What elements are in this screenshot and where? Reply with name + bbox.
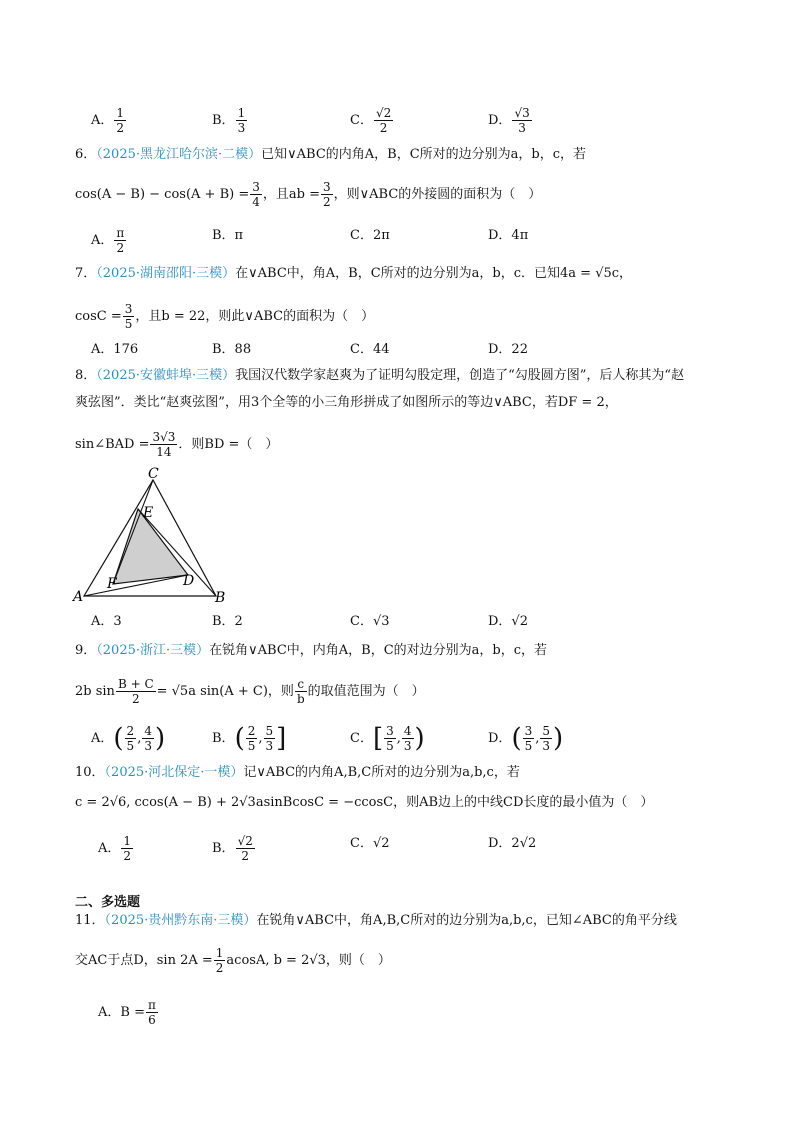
- prev-option-a: A． $\frac{1}{2}$: [91, 106, 125, 135]
- fraction: $\frac{1}{3}$: [237, 106, 246, 135]
- fraction: $\frac{\pi}{2}$: [116, 226, 125, 255]
- q11-option-a: A．B = $\frac{\pi}{6}$: [98, 998, 156, 1027]
- q10-stem-line2: c = 2√6, ccos(A − B) + 2√3asinBcosC = −ccosC，则AB边上的中线CD长度的最小值为（ ）: [75, 795, 654, 810]
- fraction: $\frac{3}{4}$: [252, 180, 260, 209]
- q9-stem-line1: 9．（2025·浙江·三模）在锐角∨ABC中，内角A，B，C的对边分别为a，b，c，若: [75, 643, 548, 658]
- q8-stem-line1: 8．（2025·安徽蚌埠·三模）我国汉代数学家赵爽为了证明勾股定理，创造了“勾股圆方图”，后人称其为“赵: [75, 368, 685, 383]
- q6-stem-line2: cos(A − B) − cos(A + B) = $\frac{3}{4}$ ，且ab = $\frac{3}{2}$ ，则∨ABC的外接圆的面积为（ ）: [75, 180, 542, 209]
- q6-stem-line1: 6．（2025·黑龙江哈尔滨·二模）已知∨ABC的内角A，B，C所对的边分别为a，b，c，若: [75, 147, 587, 162]
- fraction: $\frac{3}{2}$: [322, 180, 331, 209]
- fraction: $\frac{\pi}{6}$: [147, 998, 156, 1027]
- fraction: $\frac{√2}{2}$: [237, 834, 253, 863]
- fraction: $\frac{B + C}{2}$: [117, 677, 154, 706]
- q8-option-a: A．3: [91, 614, 122, 629]
- q7-option-a: A．176: [91, 342, 139, 357]
- prev-option-b: B． $\frac{1}{3}$: [212, 106, 246, 135]
- q7-stem-line2: cosC = $\frac{3}{5}$ ，且b = 22，则此∨ABC的面积为（ ）: [75, 302, 375, 331]
- q6-option-b: B．π: [212, 228, 244, 243]
- vertex-label-d: D: [183, 573, 195, 589]
- q8-stem-line2: 爽弦图”．类比“赵爽弦图”，用3个全等的小三角形拼成了如图所示的等边∨ABC，若DF = 2，: [75, 395, 618, 410]
- q6-option-d: D．4π: [488, 228, 529, 243]
- q7-option-d: D．22: [488, 342, 528, 357]
- q7-option-b: B．88: [212, 342, 252, 357]
- fraction: $\frac{3√3}{14}$: [152, 430, 176, 459]
- vertex-label-b: B: [215, 590, 226, 606]
- q11-stem-line1: 11．（2025·贵州黔东南·三模）在锐角∨ABC中，角A,B,C所对的边分别为a,b,c，已知∠ABC的角平分线: [75, 913, 677, 928]
- fraction: $\frac{√3}{3}$: [514, 106, 530, 135]
- q8-option-c: C．√3: [350, 614, 390, 629]
- q7-stem-line1: 7．（2025·湖南邵阳·三模）在∨ABC中，角A，B，C所对的边分别为a，b，c．已知4a = √5c，: [75, 266, 633, 281]
- vertex-label-f: F: [107, 576, 117, 592]
- q7-option-c: C．44: [350, 342, 390, 357]
- vertex-label-e: E: [143, 505, 154, 521]
- q10-option-b: B． $\frac{√2}{2}$: [212, 834, 253, 863]
- zhao-shuang-triangle-figure: [70, 466, 240, 606]
- q9-option-d: D．( $\frac{3}{5}$ , $\frac{5}{3}$ ): [488, 723, 564, 754]
- vertex-label-c: C: [148, 466, 159, 482]
- q8-option-d: D．√2: [488, 614, 528, 629]
- prev-option-d: D． $\frac{√3}{3}$: [488, 106, 530, 135]
- fraction: $\frac{c}{b}$: [296, 677, 305, 706]
- q11-stem-line2: 交AC于点D，sin 2A = $\frac{1}{2}$ acosA, b = 2√3，则（ ）: [75, 946, 391, 975]
- q6-option-c: C．2π: [350, 228, 390, 243]
- section-heading-multi-choice: 二、多选题: [75, 895, 141, 910]
- q10-option-c: C．√2: [350, 836, 390, 851]
- vertex-label-a: A: [73, 589, 84, 605]
- q9-option-a: A．( $\frac{2}{5}$ , $\frac{4}{3}$ ): [91, 723, 166, 754]
- fraction: $\frac{3}{5}$: [124, 302, 133, 331]
- q8-stem-line3: sin∠BAD = $\frac{3√3}{14}$ ．则BD =（ ）: [75, 430, 279, 459]
- q9-stem-line2: 2b sin $\frac{B + C}{2}$ = √5a sin(A + C)，则 $\frac{c}{b}$ 的取值范围为（ ）: [75, 677, 425, 706]
- q10-option-d: D．2√2: [488, 836, 537, 851]
- fraction: $\frac{1}{2}$: [215, 946, 224, 975]
- q10-option-a: A． $\frac{1}{2}$: [98, 834, 132, 863]
- q9-option-b: B．( $\frac{2}{5}$ , $\frac{5}{3}$ ]: [212, 723, 287, 754]
- fraction: $\frac{√2}{2}$: [375, 106, 392, 135]
- prev-option-c: C． $\frac{√2}{2}$: [350, 106, 392, 135]
- q9-option-c: C．[ $\frac{3}{5}$ , $\frac{4}{3}$ ): [350, 723, 425, 754]
- fraction: $\frac{1}{2}$: [123, 834, 132, 863]
- fraction: $\frac{1}{2}$: [116, 106, 125, 135]
- q10-stem-line1: 10．（2025·河北保定·一模）记∨ABC的内角A,B,C所对的边分别为a,b,c，若: [75, 765, 520, 780]
- q8-option-b: B．2: [212, 614, 243, 629]
- q6-option-a: A． $\frac{\pi}{2}$: [91, 226, 125, 255]
